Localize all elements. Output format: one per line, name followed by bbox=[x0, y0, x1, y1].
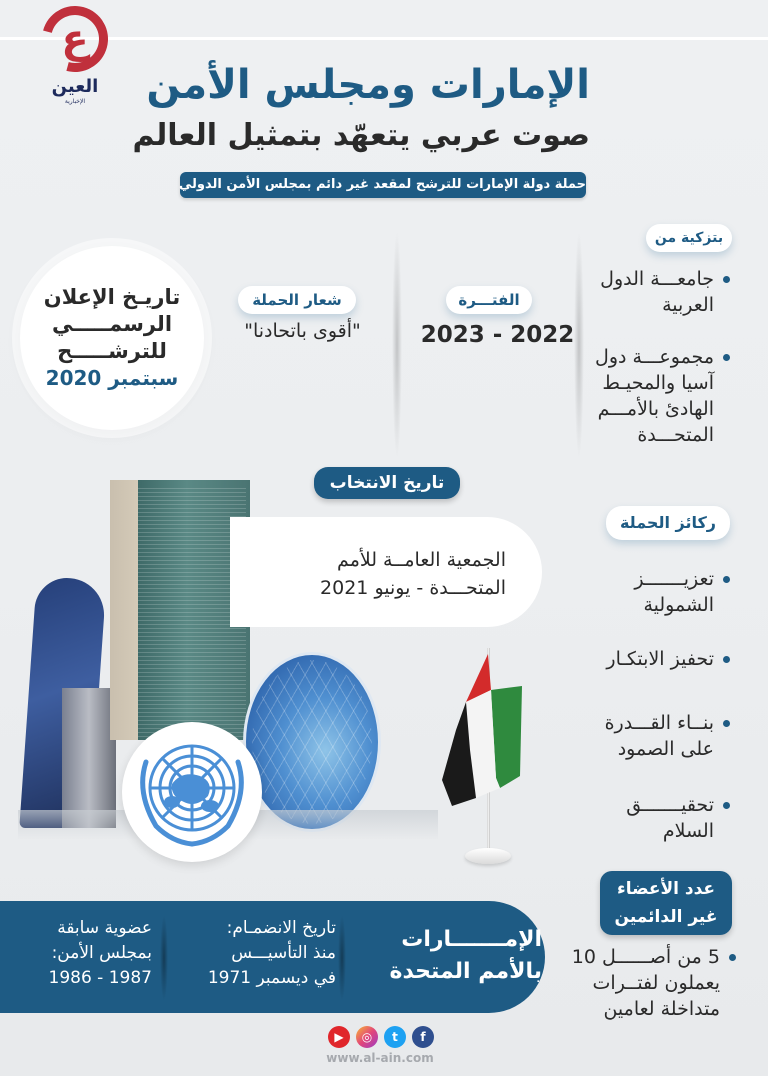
slogan-label: شعار الحملة bbox=[238, 286, 356, 314]
list-item: مجموعـــة دول آسيا والمحيـط الهادئ بالأمـــم المتحـــدة bbox=[520, 344, 730, 448]
facebook-icon[interactable]: f bbox=[412, 1026, 434, 1048]
uae-un-title: الإمـــــــارات بالأمم المتحدة bbox=[389, 927, 542, 984]
previous-membership: عضوية سابقة بمجلس الأمن: 1987 - 1986 bbox=[48, 918, 152, 988]
column-divider bbox=[392, 230, 402, 460]
un-logo-icon bbox=[122, 722, 262, 862]
non-permanent-label: عدد الأعضاء غير الدائمين bbox=[600, 871, 732, 935]
list-item: 5 من أصــــــل 10 يعملون لفتــرات متداخلة لعامين bbox=[516, 944, 736, 1022]
list-item: تحقيـــــــق السلام bbox=[520, 792, 730, 844]
top-divider-line bbox=[0, 37, 768, 40]
side-building bbox=[62, 688, 116, 828]
endorsement-label: بتزكية من bbox=[646, 224, 732, 252]
uae-flag-icon bbox=[436, 650, 526, 810]
al-ain-logo[interactable] bbox=[36, 6, 114, 106]
announcement-date: سبتمبر 2020 bbox=[45, 366, 179, 390]
list-item: تحفيز الابتكـار bbox=[520, 646, 730, 672]
social-links bbox=[328, 1026, 434, 1050]
list-item: بنــاء القـــدرة على الصمود bbox=[520, 710, 730, 762]
period-value: 2023 - 2022 bbox=[420, 322, 575, 348]
youtube-icon[interactable]: ▶ bbox=[328, 1026, 350, 1048]
band-divider bbox=[160, 915, 168, 1001]
page-subtitle: صوت عربي يتعهّد بتمثيل العالم bbox=[132, 118, 590, 153]
logo-subtitle: الإخبارية bbox=[64, 98, 86, 105]
slogan-value: "أقوى باتحادنا" bbox=[244, 320, 361, 342]
period-label: الفتـــرة bbox=[446, 286, 532, 314]
bullet-icon bbox=[723, 576, 730, 583]
bullet-icon bbox=[723, 720, 730, 727]
pillars-list bbox=[520, 566, 730, 844]
bullet-icon bbox=[723, 802, 730, 809]
election-details: الجمعية العامــة للأمم المتحـــدة - يونيو 2021 bbox=[320, 549, 506, 599]
un-emblem bbox=[122, 722, 262, 862]
page-title: الإمارات ومجلس الأمن bbox=[146, 62, 590, 108]
election-label: تاريخ الانتخاب bbox=[314, 467, 460, 499]
aldar-building-grid bbox=[252, 660, 372, 824]
logo-name: العين bbox=[51, 76, 99, 97]
list-item: تعزيـــــــز الشمولية bbox=[520, 566, 730, 618]
flag-base bbox=[465, 848, 511, 864]
endorsement-list bbox=[520, 266, 730, 448]
band-divider bbox=[338, 915, 346, 1001]
pillars-label: ركائز الحملة bbox=[606, 506, 730, 540]
announcement-circle: تاريـخ الإعلان الرسمـــــي للترشـــــح سبتمبر 2020 bbox=[20, 246, 204, 430]
list-item: جامعـــة الدول العربية bbox=[520, 266, 730, 318]
non-permanent-list bbox=[516, 944, 736, 1022]
instagram-icon[interactable]: ◎ bbox=[356, 1026, 378, 1048]
campaign-banner: حملة دولة الإمارات للترشح لمقعد غير دائم بمجلس الأمن الدولي bbox=[180, 172, 586, 198]
uae-flag bbox=[436, 650, 526, 810]
twitter-icon[interactable]: t bbox=[384, 1026, 406, 1048]
website-link[interactable]: www.al-ain.com bbox=[326, 1051, 434, 1065]
bullet-icon bbox=[723, 276, 730, 283]
bullet-icon bbox=[729, 954, 736, 961]
bullet-icon bbox=[723, 656, 730, 663]
joining-date: تاريخ الانضمـام: منذ التأسيـــس في ديسمبر 1971 bbox=[207, 918, 336, 988]
logo-glyph: ع bbox=[61, 16, 89, 62]
bullet-icon bbox=[723, 354, 730, 361]
